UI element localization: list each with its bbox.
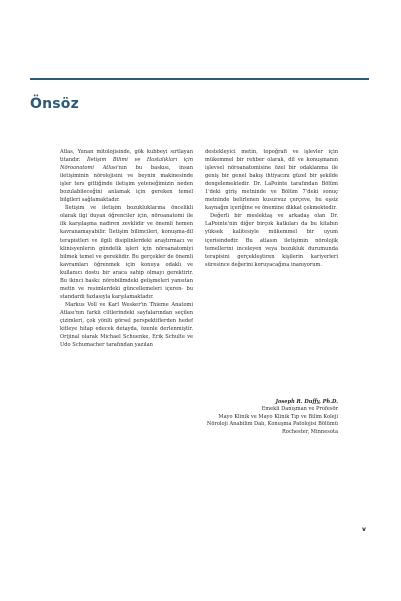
paragraph-1-start: Atlas, Yunan mitolojisinde, gök kubbeyi sırtlayan titandır.	[60, 149, 193, 164]
page-title: Önsöz	[30, 96, 79, 112]
right-column	[205, 148, 338, 269]
author-location: Rochester, Minnesota	[281, 428, 338, 435]
left-column	[60, 148, 193, 349]
paragraph-5: Değerli bir meslektaş ve arkadaş olan Dr. LaPointe'nin diğer birçok katkıları da bu kitabın yüksek kalitesiyle mükemmel bir uyum içerisindedir. Bu atlasın iletişimin nörolojik temellerini inceleyen veya bozukluk durumunda terapisini gerçekleştiren kişilerin kariyerleri süresince değerini koruyacağına inanıyorum.	[205, 213, 338, 268]
paragraph-3: Markus Voll ve Karl Wesker'in Thieme Anatomi Atlası'nın farklı ciltlerindeki sayfalarından seçilen çizimleri, çok yönlü görsel perspektiflerden hedef kitleye hitap edecek detayda, özenle derlenmiştir. Orijinal olarak Michael Schuenke, Erik Schulte ve Udo Schumacher tarafından yazılan	[60, 301, 193, 349]
author-title: Emekli Danışman ve Profesör	[261, 406, 338, 413]
author-affiliation: Mayo Klinik ve Mayo Klinik Tıp ve Bilim Koleji	[218, 413, 338, 420]
paragraph-2: İletişim ve iletişim bozukluklarına öncelikli olarak ilgi duyan öğrenciler için, nöroanatomi ile ilk karşılaşma nadiren zevklidir ve önemli hemen kavranamayabilir. İletişim bilimcileri, konuşma-dil terapistleri ve ilgili disiplinlerdeki araştırmacı ve klinisyenlerin gündelik işleri için nöroanatomiyi bilmek temel ve gereklidir. Bu gerçekler de önemli kavramları öğrenmek için konuya odaklı ve kullanıcı dostu bir araca sahip olmayı gerektirir. Bu ikinci baskı: nörobilimdeki gelişmeleri yansıtan metin ve resimlerdeki güncellemeleri içeren- bu standardı fazlasıyla karşılamaktadır.	[60, 205, 193, 300]
page-number: v	[362, 526, 366, 533]
author-department: Nöroloji Anabilim Dalı, Konuşma Patolojisi Bölümü	[206, 421, 338, 428]
paragraph-1-rest: 'nın bu baskısı, insan iletişiminin nörolojisini ve beynin makinesinde işler ters gittiğinde iletişim yeteneğimizin neden bozulabileceğini anlamak için gereken temel bilgileri sağlamaktadır.	[60, 165, 193, 204]
author-name: Joseph R. Duffy, Ph.D.	[275, 399, 338, 405]
paragraph-4: destekleyici metin, topoğrafi ve işlevler için mükemmel bir rehber olarak, dil ve konuşmanın işlevsel nöroanatomisine özel bir odaklanma ile geniş bir genel bakış ihtiyacını güzel bir şekilde dengelemektedir. Dr. LaPointe tarafından Bölüm 1'deki giriş metninde ve Bölüm 7'deki sonuç metninde belirlenen kusursuz çerçeve, bu eşsiz kaynağın içeriğine ve önemine dikkat çekmektedir.	[205, 149, 338, 212]
signature-block	[205, 399, 338, 436]
header-rule	[30, 78, 369, 80]
book-title: İletişim Bilimi ve Hastalıkları için Nöroanatomi Atlası	[60, 157, 193, 172]
paragraph-1	[60, 148, 193, 204]
